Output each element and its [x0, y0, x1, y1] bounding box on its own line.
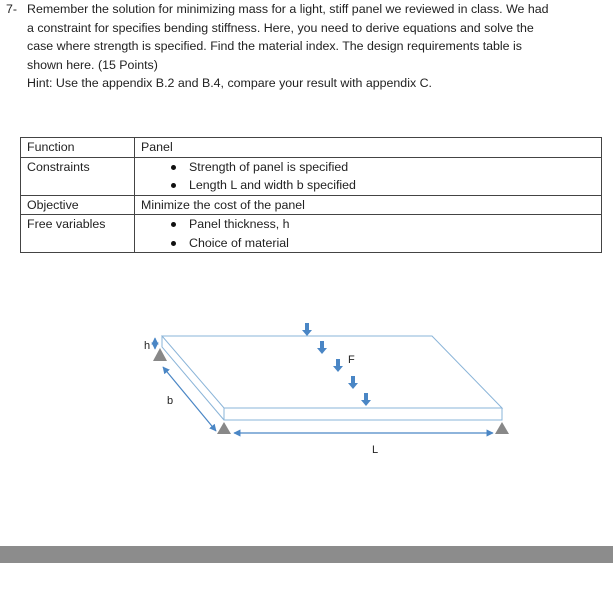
question-number: 7- [6, 2, 18, 16]
question-line: Remember the solution for minimizing mass for a light, stiff panel we reviewed in class. We had [27, 2, 549, 16]
question-line: shown here. (15 Points) [27, 57, 158, 72]
list-item: Length L and width b specified [141, 176, 601, 195]
footer-bar [0, 546, 613, 563]
question-hint: Hint: Use the appendix B.2 and B.4, compare your result with appendix C. [27, 76, 432, 90]
support-triangle [495, 422, 509, 434]
thickness-label: h [144, 340, 151, 352]
question-line: case where strength is specified. Find the material index. The design requirements table is [27, 39, 522, 53]
support-triangle [217, 422, 231, 434]
function-label: Function [21, 138, 135, 158]
force-arrows [302, 323, 371, 406]
free-variables-label: Free variables [21, 215, 135, 253]
down-arrow-icon [333, 359, 343, 372]
panel-outline [162, 336, 502, 420]
length-label: L [372, 444, 379, 456]
function-value: Panel [135, 138, 602, 158]
width-label: b [167, 395, 174, 407]
down-arrow-icon [302, 323, 312, 336]
objective-label: Objective [21, 195, 135, 215]
list-item: Choice of material [141, 234, 601, 253]
objective-value: Minimize the cost of the panel [135, 195, 602, 215]
list-item: Strength of panel is specified [141, 158, 601, 177]
constraints-label: Constraints [21, 157, 135, 195]
down-arrow-icon [317, 341, 327, 354]
question-line: a constraint for specifies bending stiffness. Here, you need to derive equations and solve the [27, 20, 534, 35]
down-arrow-icon [361, 393, 371, 406]
force-label: F [348, 354, 355, 366]
list-item: Panel thickness, h [141, 215, 601, 234]
down-arrow-icon [348, 376, 358, 389]
